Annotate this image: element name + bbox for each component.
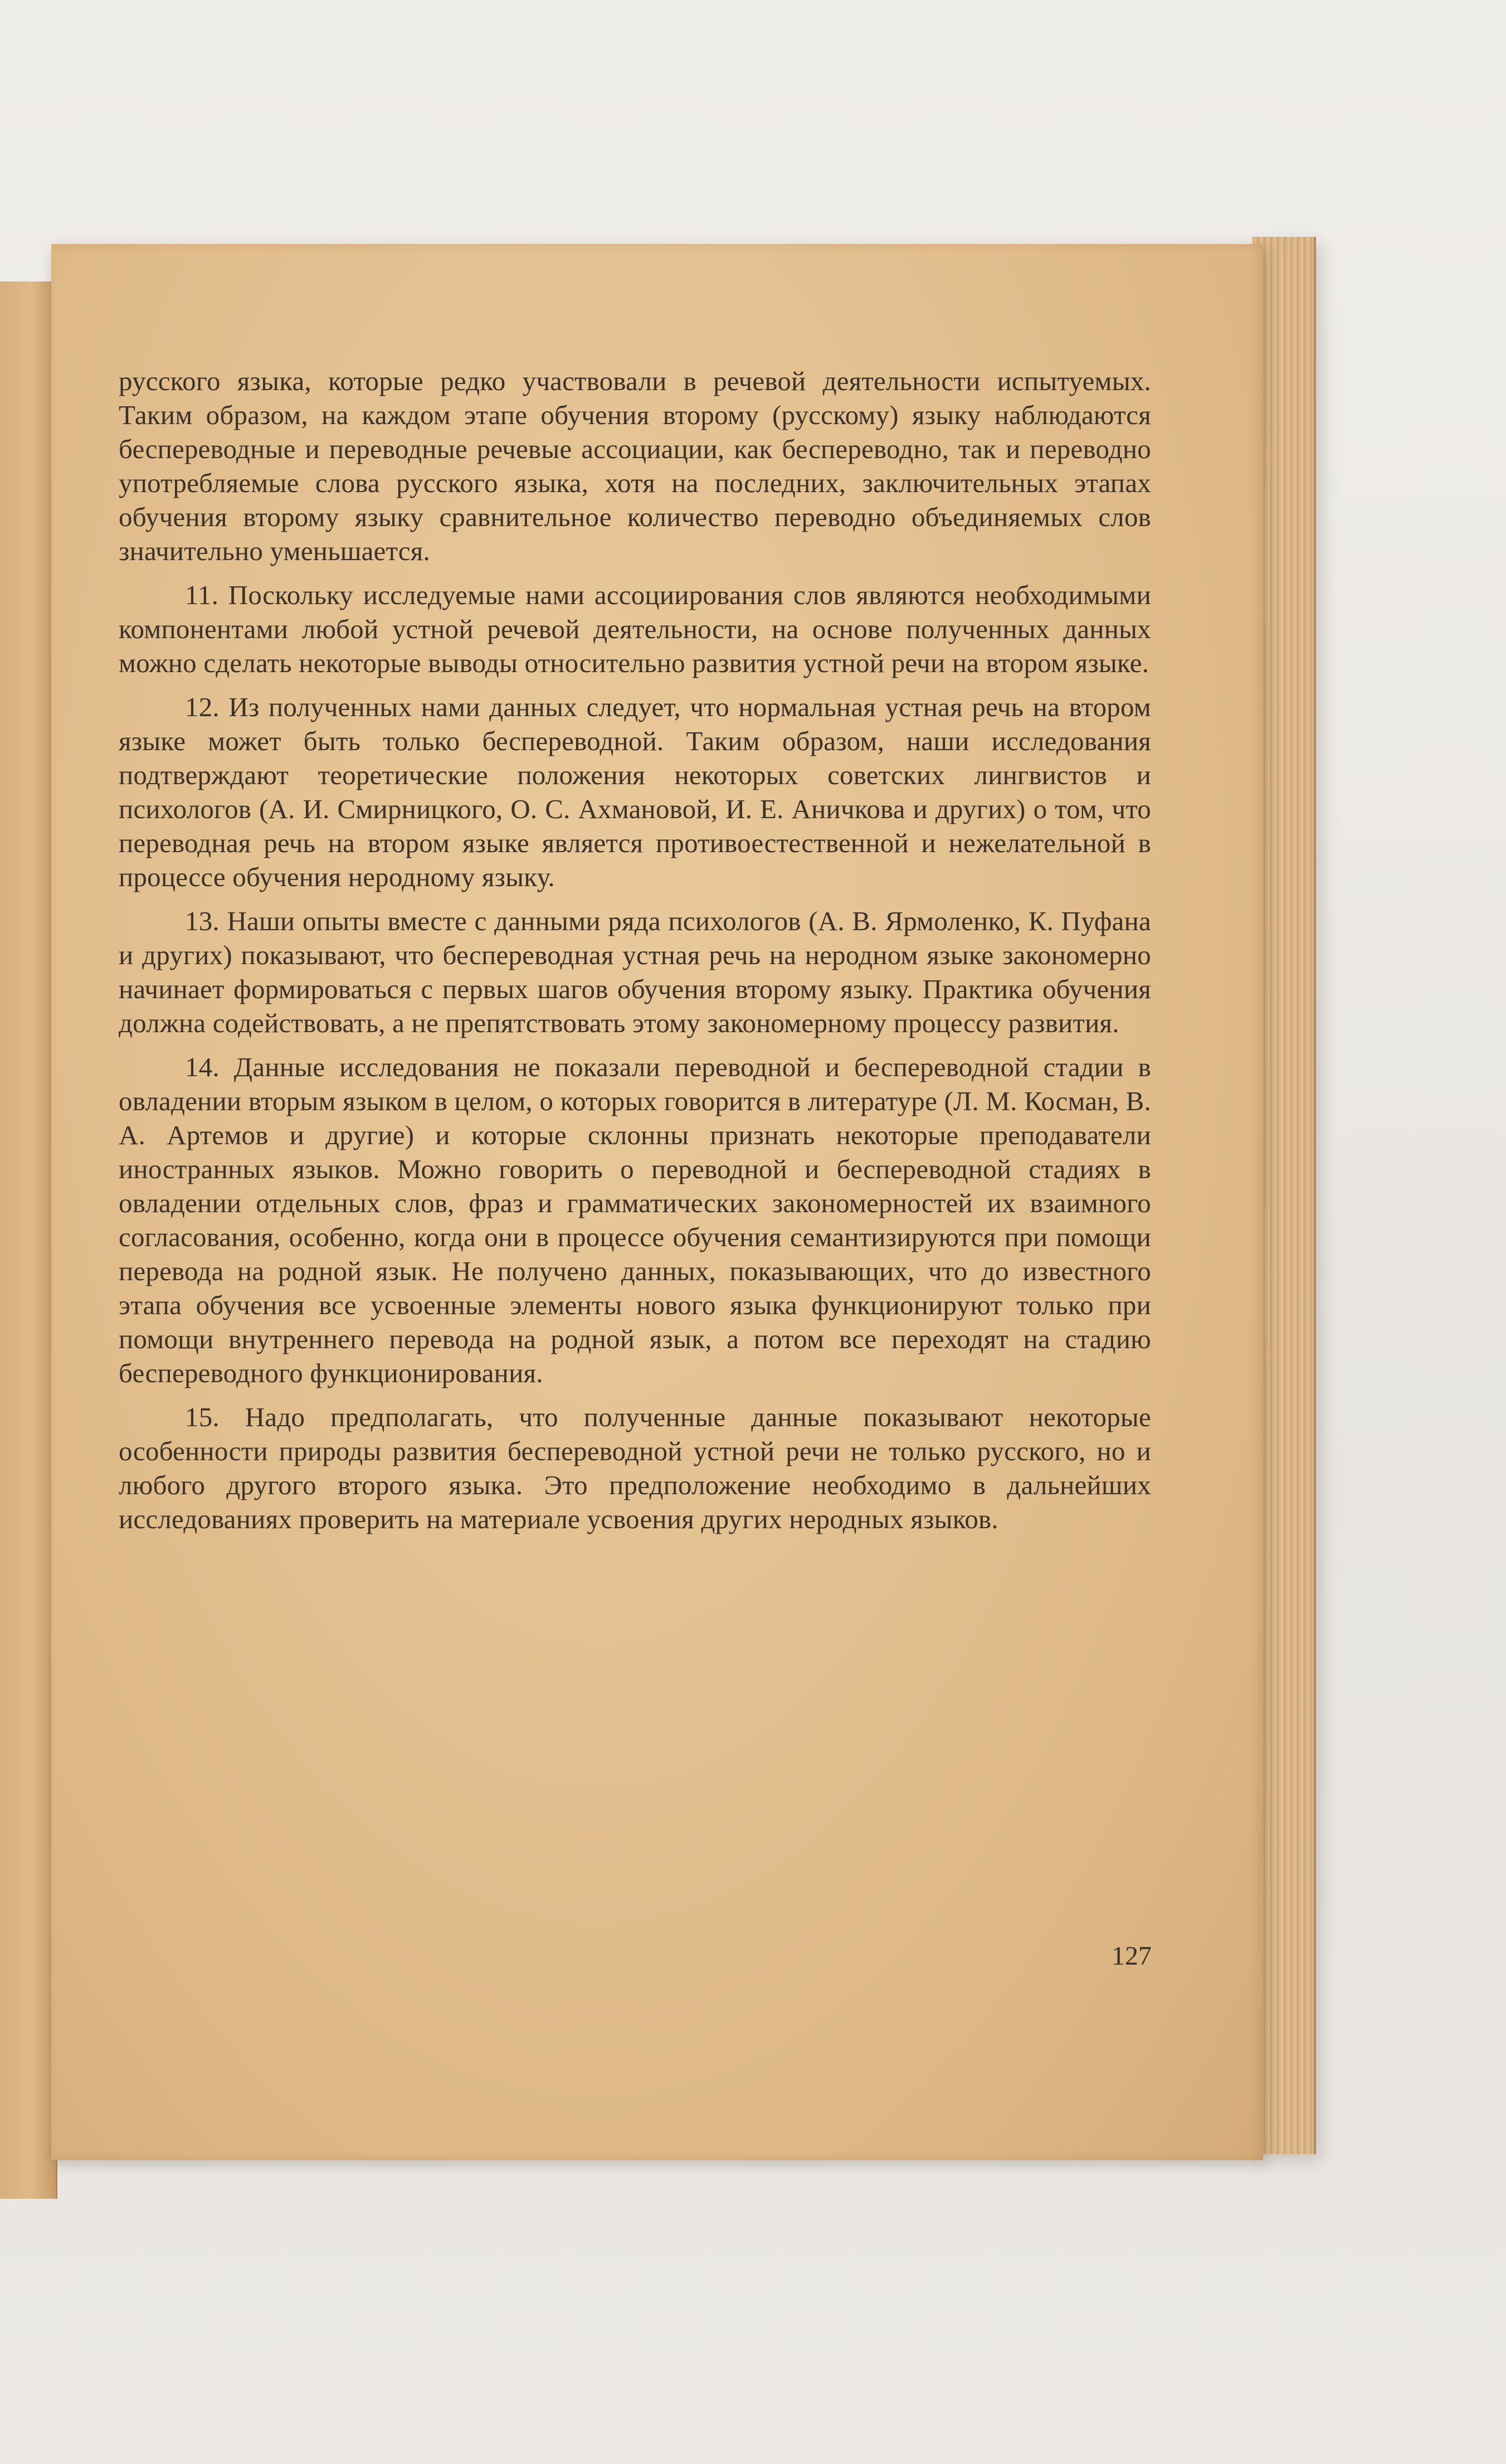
page-number: 127 bbox=[1112, 1941, 1152, 1971]
book-page bbox=[51, 244, 1263, 2160]
paragraph-15: 15. Надо предполагать, что полученные данные показывают некоторые особенности природы развития беспереводной устной речи не только русского, но и любого другого второго языка. Это предположение необходимо в дальнейших исследованиях проверить на материале усвоения других неродных языков. bbox=[119, 1402, 1151, 1534]
paragraph-11: 11. Поскольку исследуемые нами ассоциирования слов являются необходимыми компонентами любой устной речевой деятельности, на основе полученных данных можно сделать некоторые выводы относительно развития устной речи на втором языке. bbox=[119, 580, 1151, 678]
paragraph-14: 14. Данные исследования не показали переводной и беспереводной стадии в овладении вторым языком в целом, о которых говорится в литературе (Л. М. Косман, В. А. Артемов и другие) и которые склонны признать некоторые преподаватели иностранных языков. Можно говорить о переводной и беспереводной стадиях в овладении отдельных слов, фраз и грамматических закономерностей их взаимного согласования, особенно, когда они в процессе обучения семантизируются при помощи перевода на родной язык. Не получено данных, показывающих, что до известного этапа обучения все усвоенные элементы нового языка функционируют только при помощи внутреннего перевода на родной язык, а потом все переходят на стадию беспереводного функционирования. bbox=[119, 1052, 1151, 1388]
left-page-edge bbox=[0, 281, 57, 2199]
paragraph-13: 13. Наши опыты вместе с данными ряда психологов (А. В. Ярмоленко, К. Пуфана и других) показывают, что беспереводная устная речь на неродном языке закономерно начинает формироваться с первых шагов обучения второму языку. Практика обучения должна содействовать, а не препятствовать этому закономерному процессу развития. bbox=[119, 906, 1151, 1038]
paragraph-continuation: русского языка, которые редко участвовали в речевой деятельности испытуемых. Таким образом, на каждом этапе обучения второму (русскому) языку наблюдаются беспереводные и переводные речевые ассоциации, как беспереводно, так и переводно употребляемые слова русского языка, хотя на последних, заключительных этапах обучения второму языку сравнительное количество переводно объединяемых слов значительно уменьшается. bbox=[119, 366, 1151, 566]
paragraph-12: 12. Из полученных нами данных следует, что нормальная устная речь на втором языке может быть только беспереводной. Таким образом, наши исследования подтверждают теоретические положения некоторых советских лингвистов и психологов (А. И. Смирницкого, О. С. Ахмановой, И. Е. Аничкова и других) о том, что переводная речь на втором языке является противоестественной и нежелательной в процессе обучения неродному языку. bbox=[119, 692, 1151, 892]
page-text bbox=[119, 364, 1151, 1536]
